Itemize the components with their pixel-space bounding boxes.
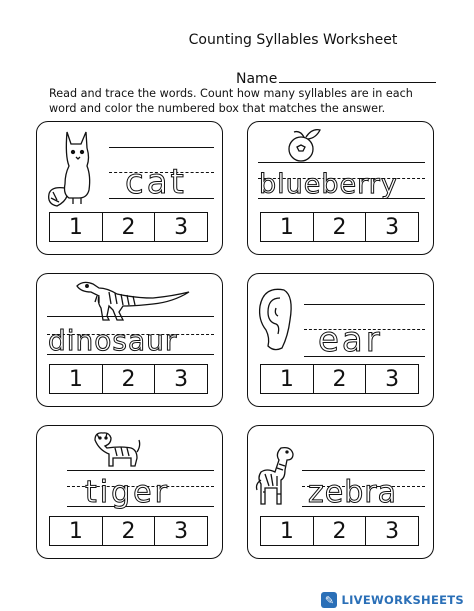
trace-word[interactable]: zebra [308, 475, 397, 510]
choice-box-1[interactable]: 1 [50, 365, 103, 393]
choice-box-2[interactable]: 2 [103, 365, 156, 393]
syllable-choices [49, 516, 208, 546]
choice-box-1[interactable]: 1 [50, 517, 103, 545]
blueberry-icon [284, 126, 324, 164]
tiger-icon [91, 430, 141, 470]
syllable-choices [260, 516, 419, 546]
top-guide-line [304, 304, 425, 305]
card-cat [36, 121, 223, 255]
trace-word[interactable]: blueberry [259, 169, 398, 200]
card-zebra [247, 425, 434, 559]
choice-box-2[interactable]: 2 [103, 213, 156, 241]
brand-name: LIVEWORKSHEETS [341, 593, 464, 607]
trace-word[interactable]: tiger [85, 475, 170, 510]
trace-word[interactable]: cat [125, 162, 187, 202]
choice-box-3[interactable]: 3 [385, 518, 400, 544]
choice-box-3[interactable]: 3 [385, 214, 400, 240]
syllable-choices [49, 212, 208, 242]
card-dinosaur [36, 273, 223, 407]
card-blueberry [247, 121, 434, 255]
syllable-choices [260, 364, 419, 394]
trace-word[interactable]: dinosaur [48, 324, 178, 357]
cat-icon [43, 128, 105, 208]
syllable-choices [49, 364, 208, 394]
top-guide-line [47, 316, 214, 317]
ear-icon [254, 284, 296, 354]
choice-box-1[interactable]: 1 [261, 213, 314, 241]
choice-box-1[interactable]: 1 [50, 213, 103, 241]
zebra-icon [251, 444, 299, 510]
choice-box-2[interactable]: 2 [314, 517, 367, 545]
choice-box-2[interactable]: 2 [314, 213, 367, 241]
choice-box-2[interactable]: 2 [103, 517, 156, 545]
choice-box-1[interactable]: 1 [261, 365, 314, 393]
choice-box-2[interactable]: 2 [314, 365, 367, 393]
top-guide-line [109, 147, 214, 148]
choice-box-3[interactable]: 3 [385, 366, 400, 392]
choice-box-3[interactable]: 3 [174, 214, 189, 240]
card-tiger [36, 425, 223, 559]
name-line[interactable] [279, 68, 436, 83]
choice-box-3[interactable]: 3 [174, 366, 189, 392]
top-guide-line [67, 470, 214, 471]
footer-branding [321, 589, 464, 611]
instructions: Read and trace the words. Count how many syllables are in each word and color the numbered box that matches the answer. [49, 87, 413, 115]
worksheet-title: Counting Syllables Worksheet [188, 32, 398, 48]
name-field[interactable] [236, 68, 436, 87]
top-guide-line [258, 162, 425, 163]
syllable-choices [260, 212, 419, 242]
choice-box-1[interactable]: 1 [261, 517, 314, 545]
top-guide-line [302, 470, 425, 471]
liveworksheets-logo-icon: ✎ [321, 592, 337, 608]
trace-word[interactable]: ear [318, 320, 383, 360]
choice-box-3[interactable]: 3 [174, 518, 189, 544]
card-ear [247, 273, 434, 407]
name-label: Name [236, 71, 278, 87]
